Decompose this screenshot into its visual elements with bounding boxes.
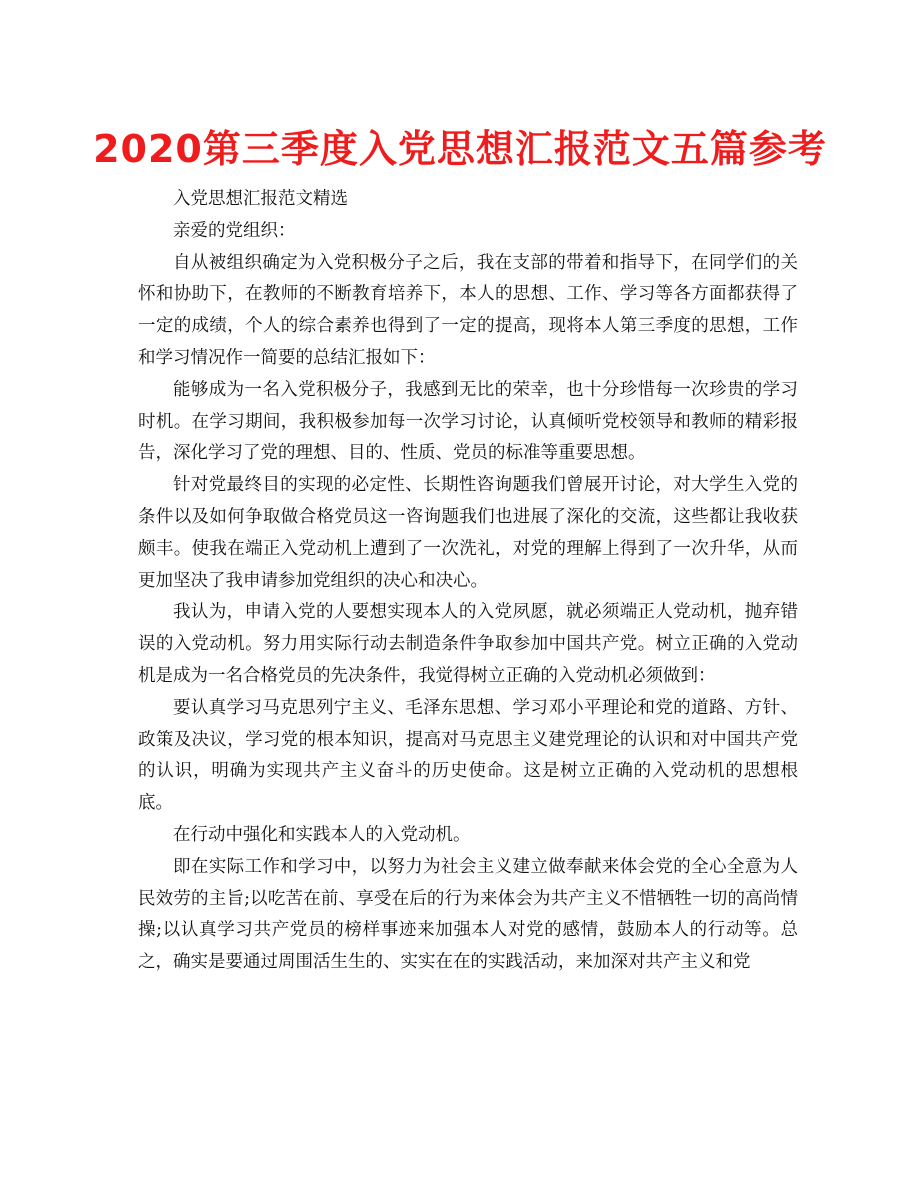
document-title: 2020第三季度入党思想汇报范文五篇参考 — [93, 127, 827, 171]
paragraph: 要认真学习马克思列宁主义、毛泽东思想、学习邓小平理论和党的道路、方针、政策及决议，学习党的根本知识，提高对马克思主义建党理论的认识和对中国共产党的认识，明确为实现共产主义奋斗的历史使命。这是树立正确的入党动机的思想根底。 — [138, 697, 798, 814]
paragraph: 在行动中强化和实践本人的入党动机。 — [173, 824, 471, 845]
paragraph: 针对党最终目的实现的必定性、长期性咨询题我们曾展开讨论，对大学生入党的条件以及如何争取做合格党员这一咨询题我们也进展了深化的交流，这些都让我收获颇丰。使我在端正入党动机上遭到了一次洗礼，对党的理解上得到了一次升华，从而更加坚决了我申请参加党组织的决心和决心。 — [138, 475, 798, 591]
paragraph-salutation: 亲爱的党组织： — [173, 220, 296, 241]
paragraph: 我认为，申请入党的人要想实现本人的入党夙愿，就必须端正人党动机，抛弃错误的入党动机。努力用实际行动去制造条件争取参加中国共产党。树立正确的入党动机是成为一名合格党员的先决条件，我觉得树立正确的入党动机必须做到： — [138, 602, 798, 686]
paragraph-subtitle: 入党思想汇报范文精选 — [173, 189, 348, 209]
document-body — [138, 184, 798, 979]
paragraph: 即在实际工作和学习中，以努力为社会主义建立做奉献来体会党的全心全意为人民效劳的主旨;以吃苦在前、享受在后的行为来体会为共产主义不惜牺牲一切的高尚情操;以认真学习共产党员的榜样事迹来加强本人对党的感情，鼓励本人的行动等。总之，确实是要通过周围活生生的、实实在在的实践活动，来加深对共产主义和党 — [138, 856, 798, 973]
paragraph: 自从被组织确定为入党积极分子之后，我在支部的带着和指导下，在同学们的关怀和协助下，在教师的不断教育培养下，本人的思想、工作、学习等各方面都获得了一定的成绩，个人的综合素养也得到了一定的提高，现将本人第三季度的思想，工作和学习情况作一简要的总结汇报如下： — [138, 252, 798, 368]
paragraph: 能够成为一名入党积极分子，我感到无比的荣幸，也十分珍惜每一次珍贵的学习时机。在学习期间，我积极参加每一次学习讨论，认真倾听党校领导和教师的精彩报告，深化学习了党的理想、目的、性质、党员的标准等重要思想。 — [138, 379, 798, 464]
